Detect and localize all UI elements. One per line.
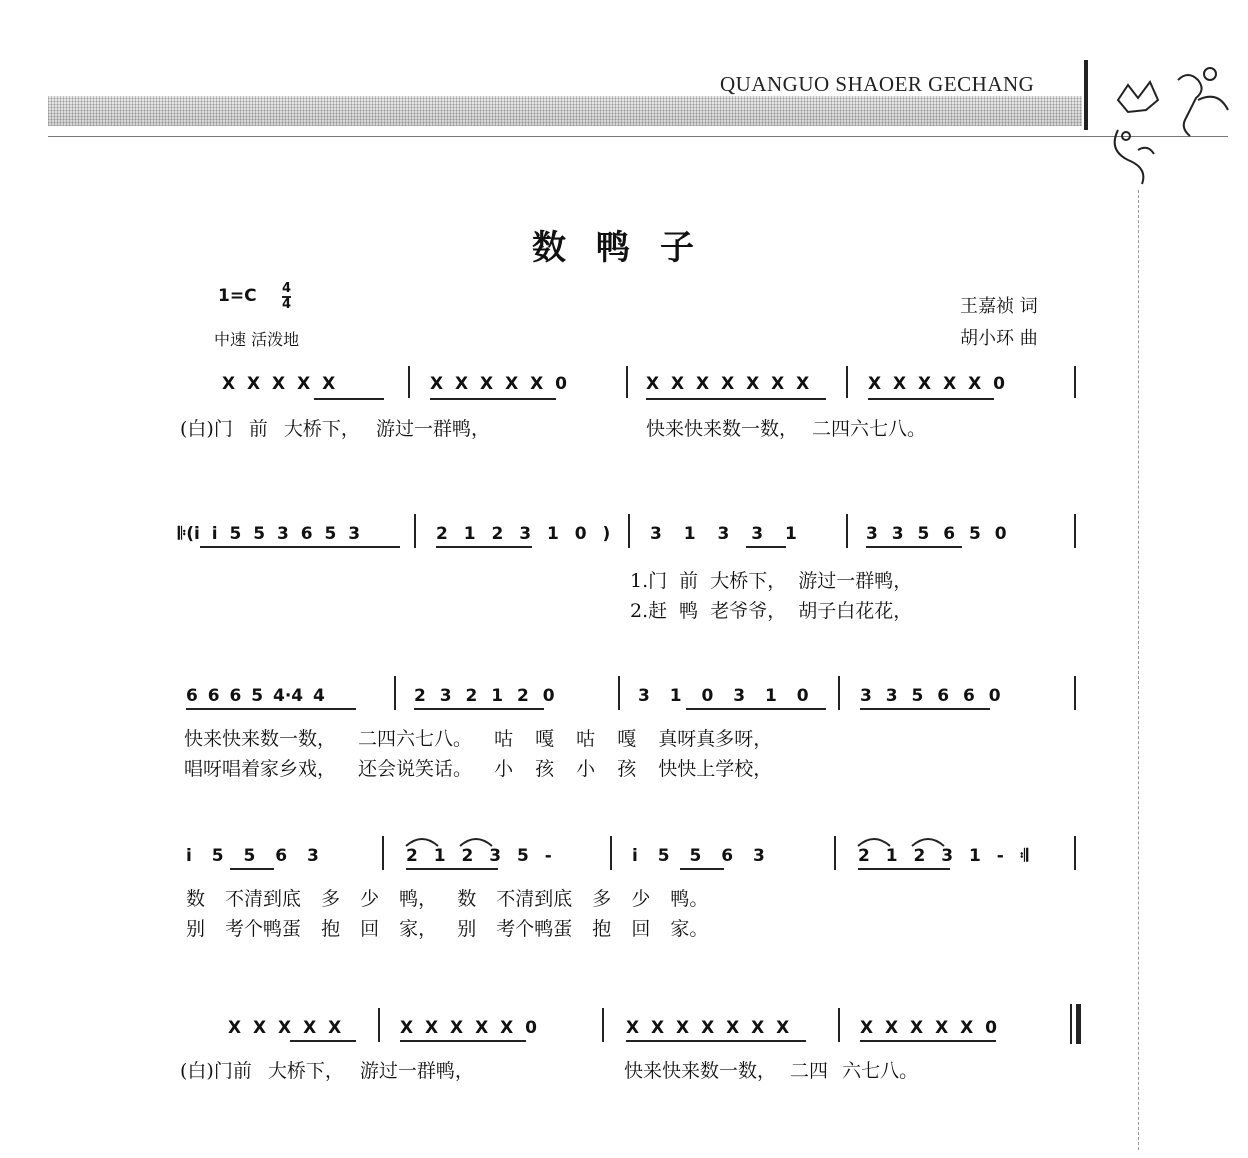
barline <box>846 366 848 398</box>
measure-notes: 3 1 3 3 1 <box>650 524 797 544</box>
header-bar <box>1084 60 1088 130</box>
barline <box>414 514 416 548</box>
barline <box>602 1008 604 1042</box>
beam-underline <box>230 868 274 870</box>
beam-underline <box>868 398 994 400</box>
measure-notes: X X X X X 0 <box>400 1018 537 1038</box>
beam-underline <box>314 398 384 400</box>
measure-notes: X X X X X X X <box>626 1018 790 1038</box>
lyric-line: 快来快来数一数， 二四 六七八。 <box>624 1060 919 1082</box>
barline <box>834 836 836 870</box>
header-rule <box>48 136 1228 137</box>
measure-notes: 2 3 2 1 2 0 <box>414 686 555 706</box>
beam-underline <box>400 1040 526 1042</box>
lyricist-credit: 王嘉祯 词 <box>960 296 1038 317</box>
measure-notes: 2 1 2 3 5 - <box>406 846 552 866</box>
lyric-line: 快来快来数一数， 二四六七八。 <box>646 418 927 440</box>
measure-notes: X X X X X 0 <box>860 1018 997 1038</box>
measure-notes: 3 3 5 6 6 0 <box>860 686 1001 706</box>
beam-underline <box>406 868 498 870</box>
measure-notes: 2 1 2 3 1 0 ) <box>436 524 611 544</box>
beam-underline <box>860 1040 996 1042</box>
beam-underline <box>746 546 786 548</box>
barline <box>1074 366 1076 398</box>
final-barline-thick <box>1076 1004 1081 1044</box>
beam-underline <box>686 708 826 710</box>
song-title: 数鸭子 <box>532 228 724 268</box>
measure-notes: 2 1 2 3 1 - 𝄇 <box>858 846 1028 866</box>
measure-notes: i 5 5 6 3 <box>632 846 765 866</box>
beam-underline <box>290 1040 356 1042</box>
beam-underline <box>414 708 544 710</box>
measure-notes: i 5 5 6 3 <box>186 846 319 866</box>
beam-underline <box>186 708 356 710</box>
measure-notes: X X X X X <box>228 1018 342 1038</box>
barline <box>628 514 630 548</box>
slur-marks <box>404 832 504 848</box>
beam-underline <box>858 868 950 870</box>
beam-underline <box>680 868 724 870</box>
barline <box>610 836 612 870</box>
beam-underline <box>626 1040 806 1042</box>
lyric-verse-1: 1.门 前 大桥下， 游过一群鸭， <box>630 570 913 592</box>
measure-notes: 3 3 5 6 5 0 <box>866 524 1007 544</box>
barline <box>378 1008 380 1042</box>
doodle-ornament-icon <box>1098 60 1238 190</box>
barline <box>626 366 628 398</box>
beam-underline <box>860 708 990 710</box>
barline <box>408 366 410 398</box>
beam-underline <box>866 546 962 548</box>
barline <box>1074 676 1076 710</box>
measure-notes: X X X X X 0 <box>868 374 1005 394</box>
time-signature <box>282 282 291 312</box>
barline <box>394 676 396 710</box>
measure-notes: X X X X X X X <box>646 374 810 394</box>
barline <box>618 676 620 710</box>
barline <box>1074 836 1076 870</box>
key-signature: 1=C <box>218 286 257 306</box>
measure-notes: 6 6 6 5 4·4 4 <box>186 686 325 706</box>
final-barline-thin <box>1070 1004 1072 1044</box>
beam-underline <box>436 546 532 548</box>
barline <box>382 836 384 870</box>
header-band <box>48 96 1082 126</box>
beam-underline <box>646 398 826 400</box>
barline <box>1074 514 1076 548</box>
lyric-verse-2: 别 考个鸭蛋 抱 回 家， 别 考个鸭蛋 抱 回 家。 <box>186 918 709 940</box>
tempo-marking: 中速 活泼地 <box>214 330 300 349</box>
beam-underline <box>200 546 400 548</box>
lyric-verse-1: 快来快来数一数， 二四六七八。 咕 嘎 咕 嘎 真呀真多呀， <box>184 728 773 750</box>
lyric-line: (白)门 前 大桥下， 游过一群鸭， <box>180 418 490 440</box>
measure-notes: 3 1 0 3 1 0 <box>638 686 809 706</box>
barline <box>846 514 848 548</box>
time-bottom: 4 <box>282 297 292 312</box>
composer-credit: 胡小环 曲 <box>960 328 1038 349</box>
measure-notes: X X X X X 0 <box>430 374 567 394</box>
slur-marks <box>856 832 956 848</box>
margin-rule <box>1138 190 1139 1150</box>
barline <box>838 676 840 710</box>
barline <box>838 1008 840 1042</box>
lyric-verse-1: 数 不清到底 多 少 鸭， 数 不清到底 多 少 鸭。 <box>186 888 709 910</box>
time-top: 4 <box>282 281 292 296</box>
beam-underline <box>430 398 556 400</box>
lyric-verse-2: 2.赶 鸭 老爷爷， 胡子白花花， <box>630 600 913 622</box>
lyric-verse-2: 唱呀唱着家乡戏， 还会说笑话。 小 孩 小 孩 快快上学校， <box>184 758 773 780</box>
measure-notes: X X X X X <box>222 374 336 394</box>
measure-notes: 𝄆(i i 5 5 3 6 5 3 <box>178 524 361 544</box>
series-title: QUANGUO SHAOER GECHANG <box>720 72 1035 96</box>
lyric-line: (白)门前 大桥下， 游过一群鸭， <box>180 1060 474 1082</box>
